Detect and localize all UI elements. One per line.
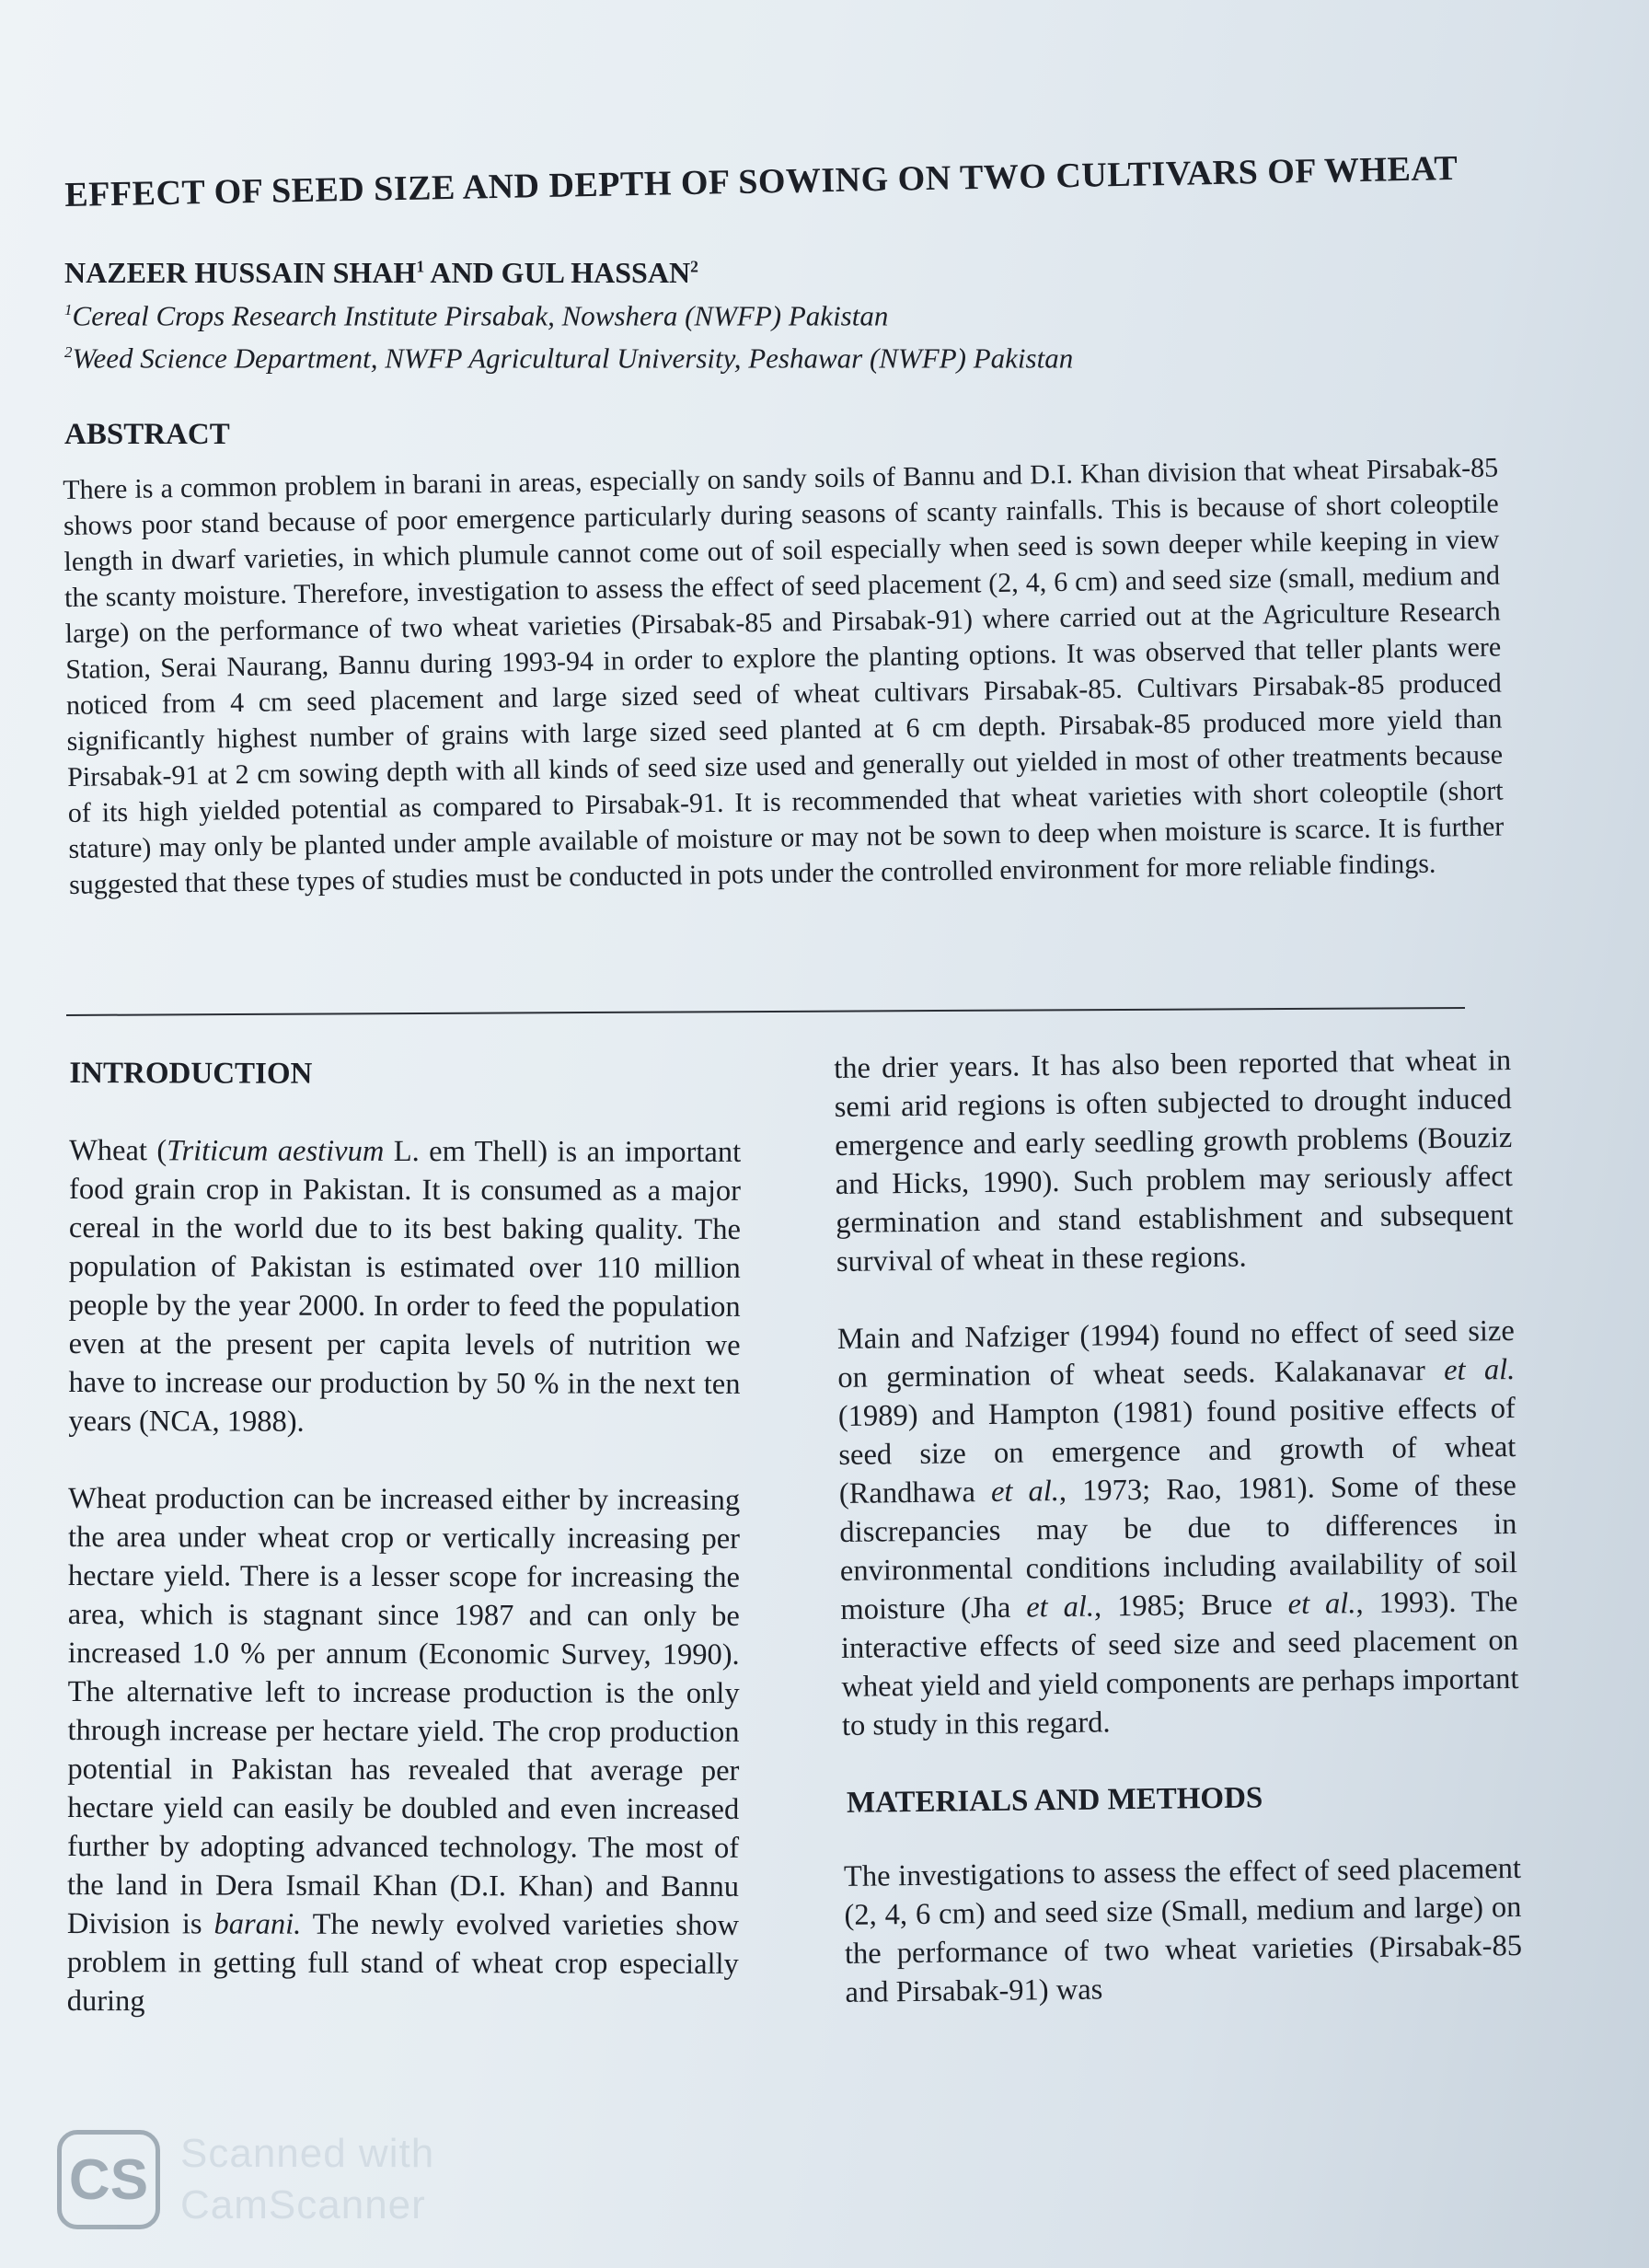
methods-heading: MATERIALS AND METHODS bbox=[846, 1781, 1263, 1820]
author-conjunction: AND bbox=[424, 256, 502, 289]
left-column bbox=[67, 1048, 742, 2061]
species-name: Triticum aestivum bbox=[167, 1134, 385, 1168]
paper-header bbox=[63, 148, 1516, 903]
italic-etal: et al. bbox=[1287, 1587, 1356, 1622]
text-run: Wheat ( bbox=[69, 1134, 167, 1168]
section-divider bbox=[66, 1007, 1465, 1016]
text-run: (1989) and Hampton (1981) found positive effects of seed size on emergence and growth of wheat (Randhawa bbox=[837, 1391, 1516, 1510]
italic-etal: et al. bbox=[1443, 1352, 1516, 1387]
author-1-mark: 1 bbox=[416, 257, 425, 276]
intro-paragraph-4 bbox=[837, 1312, 1520, 1745]
watermark-line-1: Scanned with bbox=[180, 2131, 435, 2176]
italic-etal: et al. bbox=[1026, 1590, 1095, 1625]
author-2-mark: 2 bbox=[690, 257, 698, 276]
text-run: L. em Thell) is an important food grain crop in Pakistan. It is consumed as a major cereal in the world due to its best baking quality. The population of Pakistan is estimated over 110 million people by the year 2000. In order to feed the population even at the present per capita levels of nutrition we have to increase our production by 50 % in the next ten years (NCA, 1988). bbox=[68, 1134, 742, 1439]
abstract-heading: ABSTRACT bbox=[64, 417, 230, 451]
affiliation-1-mark: 1 bbox=[64, 301, 73, 318]
author-1: NAZEER HUSSAIN SHAH bbox=[64, 256, 417, 289]
author-2: GUL HASSAN bbox=[501, 256, 691, 289]
text-run: Wheat production can be increased either by increasing the area under wheat crop or vertically increasing per hectare yield. There is a lesser scope for increasing the area, which is stagnant since 1987 and can only be increased 1.0 % per annum (Economic Survey, 1990). The alternative left to increase production is the only through increase per hectare yield. The crop production potential in Pakistan has revealed that average per hectare yield can easily be doubled and even increased further by adopting advanced technology. The most of the land in Dera Ismail Khan (D.I. Khan) and Bannu Division is bbox=[66, 1482, 741, 1941]
camscanner-logo-icon: CS bbox=[57, 2130, 160, 2229]
text-run: The newly evolved varieties show problem in getting full stand of wheat crop especially during bbox=[66, 1907, 740, 2019]
italic-etal: et al. bbox=[990, 1475, 1060, 1509]
italic-term: barani. bbox=[213, 1907, 302, 1941]
affiliation-2-text: Weed Science Department, NWFP Agricultural University, Peshawar (NWFP) Pakistan bbox=[72, 341, 1074, 375]
watermark-line-2: CamScanner bbox=[180, 2182, 426, 2228]
author-line bbox=[64, 256, 1516, 290]
right-column bbox=[834, 1041, 1523, 2051]
text-run: , 1993). The interactive effects of seed size and seed placement on wheat yield and yield components are perhaps important to study in this regard. bbox=[840, 1584, 1519, 1742]
intro-paragraph-1 bbox=[68, 1131, 741, 1442]
affiliation-2 bbox=[64, 334, 1516, 376]
camscanner-watermark bbox=[57, 2128, 434, 2231]
abstract-text: There is a common problem in barani in areas, especially on sandy soils of Bannu and D.I. Khan division that wheat Pirsabak-85 shows poor stand because of poor emergence particularly during seasons of scanty rainfalls. This is because of short coleoptile length in dwarf varieties, in which plumule cannot come out of soil especially when seed is sown deeper while keeping in view the scanty moisture. Therefore, investigation to assess the effect of seed placement (2, 4, 6 cm) and seed size (small, medium and large) on the performance of two wheat varieties (Pirsabak-85 and Pirsabak-91) where carried out at the Agriculture Research Station, Serai Naurang, Bannu during 1993-94 in order to explore the planting options. It was observed that teller plants were noticed from 4 cm seed placement and large sized seed of wheat cultivars Pirsabak-85. Cultivars Pirsabak-85 produced significantly highest number of grains with large sized seed planted at 6 cm depth. Pirsabak-85 produced more yield than Pirsabak-91 at 2 cm sowing depth with all kinds of seed size used and generally out yielded in most of other treatments because of its high yielded potential as compared to Pirsabak-91. It is recommended that wheat varieties with short coleoptile (short stature) may only be planted under ample available of moisture or may not be sown to deep when moisture is scarce. It is further suggested that these types of studies must be conducted in pots under the controlled environment for more reliable findings. bbox=[63, 452, 1505, 900]
intro-paragraph-2 bbox=[67, 1479, 741, 2022]
text-run: Main and Nafziger (1994) found no effect of seed size on germination of wheat seeds. Kalakanavar bbox=[836, 1313, 1516, 1394]
text-run: , 1973; Rao, 1981). Some of these discrepancies may be due to differences in environmental conditions including availability of soil moisture (Jha bbox=[839, 1468, 1518, 1626]
affiliation-2-mark: 2 bbox=[64, 343, 73, 362]
introduction-heading: INTRODUCTION bbox=[69, 1057, 313, 1091]
affiliation-1-text: Cereal Crops Research Institute Pirsabak, Nowshera (NWFP) Pakistan bbox=[72, 299, 889, 332]
watermark-text bbox=[180, 2128, 434, 2231]
paper-title: EFFECT OF SEED SIZE AND DEPTH OF SOWING ON TWO CULTIVARS OF WHEAT bbox=[64, 148, 1459, 214]
text-run: , 1985; Bruce bbox=[1093, 1588, 1288, 1624]
methods-paragraph-1: The investigations to assess the effect of seed placement (2, 4, 6 cm) and seed size (Small, medium and large) on the performance of two wheat varieties (Pirsabak-85 and Pirsabak-91) was bbox=[843, 1851, 1523, 2009]
intro-paragraph-3: the drier years. It has also been reported that wheat in semi arid regions is often subjected to drought induced emergence and early seedling growth problems (Bouziz and Hicks, 1990). Such problem may seriously affect germination and stand establishment and subsequent survival of wheat in these regions. bbox=[834, 1044, 1514, 1279]
affiliation-1 bbox=[64, 292, 1516, 334]
